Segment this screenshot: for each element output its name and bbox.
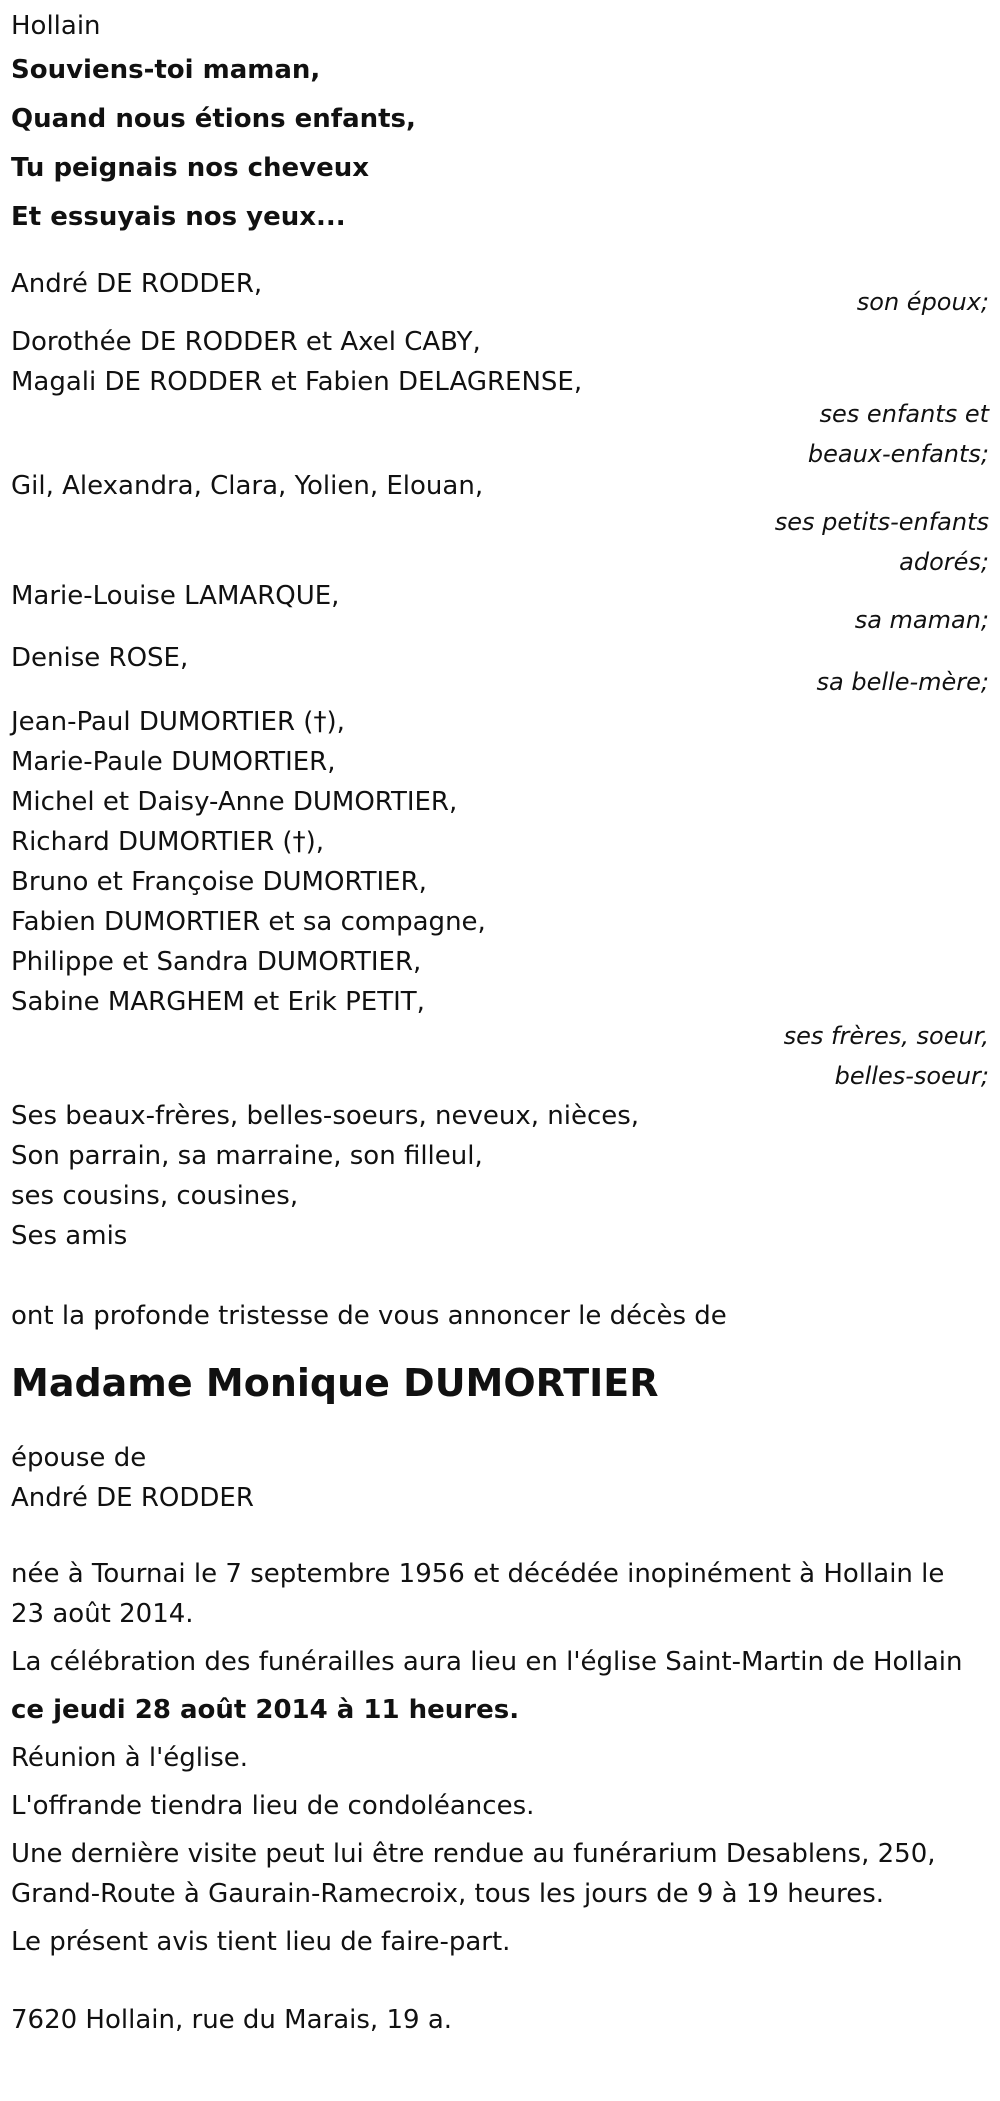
family-name: Richard DUMORTIER (†), xyxy=(11,827,324,857)
poem-line: Tu peignais nos cheveux xyxy=(11,153,370,183)
visit-line: Grand-Route à Gaurain-Ramecroix, tous les jours de 9 à 19 heures. xyxy=(11,1879,885,1909)
relation-label: beaux-enfants; xyxy=(807,440,989,468)
family-group-siblings xyxy=(11,702,989,1096)
poem-line: Et essuyais nos yeux... xyxy=(11,202,346,232)
relation-label: ses frères, soeur, xyxy=(783,1022,989,1050)
family-name: Fabien DUMORTIER et sa compagne, xyxy=(11,907,486,937)
funeral-date: ce jeudi 28 août 2014 à 11 heures. xyxy=(11,1695,520,1725)
other-relatives xyxy=(11,1096,980,1256)
other-relatives-line: ses cousins, cousines, xyxy=(11,1181,299,1211)
other-relatives-line: Son parrain, sa marraine, son filleul, xyxy=(11,1141,483,1171)
family-name: Magali DE RODDER et Fabien DELAGRENSE, xyxy=(11,367,583,397)
family-group-grandchildren xyxy=(11,466,989,582)
family-name: Sabine MARGHEM et Erik PETIT, xyxy=(11,987,425,1017)
notice: Le présent avis tient lieu de faire-part. xyxy=(11,1927,511,1957)
other-relatives-line: Ses beaux-frères, belles-soeurs, neveux, nièces, xyxy=(11,1101,640,1131)
announcement: ont la profonde tristesse de vous annoncer le décès de xyxy=(11,1301,727,1331)
family-name: Gil, Alexandra, Clara, Yolien, Elouan, xyxy=(11,471,484,501)
poem-line: Souviens-toi maman, xyxy=(11,55,321,85)
place-name: Hollain xyxy=(11,11,101,41)
visit-info xyxy=(11,1834,980,1914)
family-name: Denise ROSE, xyxy=(11,643,189,673)
family-name: Bruno et Françoise DUMORTIER, xyxy=(11,867,427,897)
meeting-info: Réunion à l'église. xyxy=(11,1743,249,1773)
relation-label: adorés; xyxy=(899,548,989,576)
birth-death xyxy=(11,1554,980,1634)
family-group-children xyxy=(11,322,989,474)
family-name: Jean-Paul DUMORTIER (†), xyxy=(11,707,345,737)
family-name: Dorothée DE RODDER et Axel CABY, xyxy=(11,327,481,357)
family-name: Marie-Louise LAMARQUE, xyxy=(11,581,340,611)
offering-info: L'offrande tiendra lieu de condoléances. xyxy=(11,1791,535,1821)
relation-label: belles-soeur; xyxy=(834,1062,989,1090)
poem-line: Quand nous étions enfants, xyxy=(11,104,416,134)
birth-death-line: née à Tournai le 7 septembre 1956 et décédée inopinément à Hollain le xyxy=(11,1559,945,1589)
funeral-info: La célébration des funérailles aura lieu en l'église Saint-Martin de Hollain xyxy=(11,1647,963,1677)
other-relatives-line: Ses amis xyxy=(11,1221,128,1251)
family-name: Marie-Paule DUMORTIER, xyxy=(11,747,336,777)
family-group-spouse xyxy=(11,264,989,322)
family-name: Michel et Daisy-Anne DUMORTIER, xyxy=(11,787,458,817)
address: 7620 Hollain, rue du Marais, 19 a. xyxy=(11,2005,453,2035)
deceased-name: Madame Monique DUMORTIER xyxy=(11,1361,659,1405)
family-group-mother-in-law xyxy=(11,638,989,702)
birth-death-line: 23 août 2014. xyxy=(11,1599,194,1629)
family-group-mother xyxy=(11,576,989,640)
relation-label: sa belle-mère; xyxy=(816,668,989,696)
family-name: Philippe et Sandra DUMORTIER, xyxy=(11,947,422,977)
relation-label: ses enfants et xyxy=(819,400,989,428)
poem xyxy=(11,46,980,242)
relation-label: sa maman; xyxy=(854,606,989,634)
visit-line: Une dernière visite peut lui être rendue au funérarium Desablens, 250, xyxy=(11,1839,936,1869)
relation-label: ses petits-enfants xyxy=(774,508,989,536)
family-name: André DE RODDER, xyxy=(11,269,263,299)
spouse-name: André DE RODDER xyxy=(11,1483,254,1513)
spouse-intro: épouse de xyxy=(11,1443,147,1473)
relation-label: son époux; xyxy=(856,288,989,316)
